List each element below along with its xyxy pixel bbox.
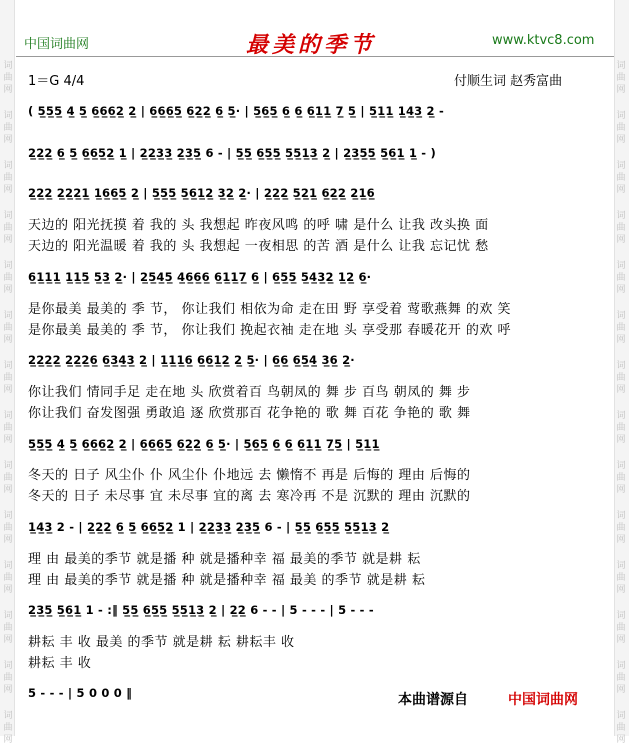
- watermark-glyph: 网: [3, 85, 13, 95]
- watermark-glyph: 曲: [616, 323, 626, 333]
- watermark-glyph: 词: [3, 711, 13, 721]
- watermark-glyph: 词: [3, 511, 13, 521]
- watermark-glyph: 词: [616, 261, 626, 271]
- watermark-glyph: 网: [3, 685, 13, 695]
- lyrics-row-2-verse-2: 是你最美 最美的 季 节， 你让我们 挽起衣袖 走在地 头 享受那 春暖花开 的欢 呼: [28, 323, 511, 338]
- watermark-glyph: 曲: [616, 723, 626, 733]
- watermark-glyph: 词: [616, 61, 626, 71]
- lyrics-row-6-verse-1: 耕耘 丰 收 最美 的季节 就是耕 耘 耕耘丰 收: [28, 635, 295, 650]
- intro-notes-row-2: 2̲2̲2̲ 6̲ 5̲ 6̲6̲5̲2̲ 1̲ | 2̲2̲3̲3̲ 2̲3̲5̲ 6 - | 5̲5̲ 6̲5̲5̲ 5̲5̲1̲3̲ 2̲ | 2̲3̲5̲5̲ 5̲6̲1̲ 1̲ - ): [28, 146, 436, 160]
- watermark-glyph: 网: [3, 585, 13, 595]
- watermark-glyph: 词: [616, 561, 626, 571]
- lyrics-row-4-verse-1: 冬天的 日子 风尘仆 仆 风尘仆 仆地远 去 懒惰不 再是 后悔的 理由 后悔的: [28, 468, 471, 483]
- watermark-glyph: 网: [616, 585, 626, 595]
- watermark-glyph: 网: [616, 535, 626, 545]
- watermark-glyph: 曲: [3, 323, 13, 333]
- watermark-glyph: 词: [616, 361, 626, 371]
- watermark-glyph: 曲: [3, 173, 13, 183]
- watermark-glyph: 曲: [616, 473, 626, 483]
- watermark-glyph: 网: [616, 285, 626, 295]
- key-signature: 1＝G 4/4: [28, 74, 85, 89]
- watermark-glyph: 网: [3, 235, 13, 245]
- watermark-glyph: 网: [616, 635, 626, 645]
- watermark-glyph: 曲: [616, 173, 626, 183]
- watermark-glyph: 网: [616, 735, 626, 745]
- watermark-glyph: 曲: [616, 73, 626, 83]
- notes-row-6: 2̲3̲5̲ 5̲6̲1̲ 1 - :‖ 5̲5̲ 6̲5̲5̲ 5̲5̲1̲3̲ 2̲ | 2̲2̲ 6 - - | 5 - - - | 5 - - -: [28, 603, 374, 617]
- watermark-glyph: 词: [3, 161, 13, 171]
- watermark-glyph: 词: [3, 311, 13, 321]
- lyrics-row-6-verse-2: 耕耘 丰 收: [28, 656, 92, 671]
- watermark-glyph: 曲: [616, 623, 626, 633]
- watermark-glyph: 词: [3, 61, 13, 71]
- watermark-glyph: 词: [616, 111, 626, 121]
- watermark-glyph: 曲: [616, 523, 626, 533]
- song-title: 最美的季节: [246, 32, 377, 58]
- site-url-right: www.ktvc8.com: [492, 33, 595, 48]
- watermark-glyph: 曲: [3, 623, 13, 633]
- watermark-glyph: 词: [3, 411, 13, 421]
- watermark-glyph: 网: [3, 135, 13, 145]
- watermark-glyph: 网: [616, 435, 626, 445]
- watermark-glyph: 曲: [3, 223, 13, 233]
- watermark-glyph: 词: [3, 561, 13, 571]
- watermark-glyph: 词: [616, 211, 626, 221]
- watermark-glyph: 词: [3, 661, 13, 671]
- watermark-glyph: 网: [3, 285, 13, 295]
- source-site-link[interactable]: 中国词曲网: [508, 692, 578, 708]
- lyrics-row-3-verse-1: 你让我们 情同手足 走在地 头 欣赏着百 鸟朝凤的 舞 步 百鸟 朝凤的 舞 步: [28, 385, 471, 400]
- watermark-glyph: 网: [3, 535, 13, 545]
- notes-row-3: 2̲2̲2̲2̲ 2̲2̲2̲6̲ 6̲3̲4̲3̲ 2̲ | 1̲1̲1̲6̲ 6̲6̲1̲2̲ 2̲ 5̲· | 6̲6̲ 6̲5̲4̲ 3̲6̲ 2̲·: [28, 353, 355, 367]
- watermark-glyph: 曲: [3, 723, 13, 733]
- watermark-glyph: 曲: [616, 573, 626, 583]
- lyrics-row-4-verse-2: 冬天的 日子 未尽事 宜 未尽事 宜的离 去 寒冷再 不是 沉默的 理由 沉默的: [28, 489, 471, 504]
- source-label: 本曲谱源自: [398, 692, 468, 708]
- site-logo-left: 中国词曲网: [24, 37, 90, 52]
- lyrics-row-2-verse-1: 是你最美 最美的 季 节， 你让我们 相依为命 走在田 野 享受着 莺歌燕舞 的欢 笑: [28, 302, 511, 317]
- watermark-glyph: 词: [616, 161, 626, 171]
- watermark-glyph: 网: [3, 385, 13, 395]
- watermark-glyph: 词: [3, 211, 13, 221]
- watermark-glyph: 词: [616, 411, 626, 421]
- watermark-glyph: 曲: [3, 73, 13, 83]
- watermark-glyph: 曲: [3, 123, 13, 133]
- watermark-glyph: 曲: [3, 273, 13, 283]
- watermark-glyph: 网: [3, 185, 13, 195]
- watermark-glyph: 曲: [616, 273, 626, 283]
- watermark-glyph: 词: [3, 361, 13, 371]
- watermark-glyph: 词: [3, 261, 13, 271]
- watermark-glyph: 词: [3, 111, 13, 121]
- composer-credits: 付顺生词 赵秀富曲: [454, 74, 563, 89]
- watermark-glyph: 曲: [616, 223, 626, 233]
- watermark-glyph: 曲: [3, 373, 13, 383]
- watermark-glyph: 网: [3, 335, 13, 345]
- watermark-glyph: 网: [616, 135, 626, 145]
- watermark-glyph: 曲: [616, 673, 626, 683]
- watermark-glyph: 曲: [3, 573, 13, 583]
- watermark-glyph: 曲: [616, 123, 626, 133]
- watermark-glyph: 词: [616, 511, 626, 521]
- watermark-glyph: 曲: [3, 473, 13, 483]
- watermark-glyph: 词: [3, 611, 13, 621]
- watermark-glyph: 网: [616, 385, 626, 395]
- watermark-glyph: 网: [616, 85, 626, 95]
- notes-row-1: 2̲2̲2̲ 2̲2̲2̲1̲ 1̲6̲6̲5̲ 2̲ | 5̲5̲5̲ 5̲6̲1̲2̲ 3̲2̲ 2̲· | 2̲2̲2̲ 5̲2̲1̲ 6̲2̲2̲ 2̲1̲6̲: [28, 186, 375, 200]
- lyrics-row-3-verse-2: 你让我们 奋发图强 勇敢追 逐 欣赏那百 花争艳的 歌 舞 百花 争艳的 歌 舞: [28, 406, 471, 421]
- watermark-glyph: 曲: [3, 673, 13, 683]
- watermark-glyph: 网: [616, 335, 626, 345]
- notes-row-2: 6̲1̲1̲1̲ 1̲1̲5̲ 5̲3̲ 2̲· | 2̲5̲4̲5̲ 4̲6̲6̲6̲ 6̲1̲1̲7̲ 6̲ | 6̲5̲5̲ 5̲4̲3̲2̲ 1̲2̲ 6̲·: [28, 270, 372, 284]
- watermark-glyph: 词: [616, 661, 626, 671]
- lyrics-row-1-verse-1: 天边的 阳光抚摸 着 我的 头 我想起 昨夜风鸣 的呼 啸 是什么 让我 改头换 面: [28, 218, 489, 233]
- watermark-glyph: 网: [3, 635, 13, 645]
- watermark-glyph: 曲: [616, 423, 626, 433]
- watermark-glyph: 词: [616, 611, 626, 621]
- watermark-glyph: 网: [616, 685, 626, 695]
- watermark-glyph: 网: [616, 235, 626, 245]
- watermark-glyph: 网: [3, 485, 13, 495]
- watermark-glyph: 曲: [3, 423, 13, 433]
- watermark-glyph: 网: [616, 485, 626, 495]
- watermark-glyph: 词: [3, 461, 13, 471]
- lyrics-row-5-verse-2: 理 由 最美的季节 就是播 种 就是播种幸 福 最美 的季节 就是耕 耘: [28, 573, 426, 588]
- watermark-glyph: 词: [616, 711, 626, 721]
- watermark-glyph: 曲: [616, 373, 626, 383]
- watermark-glyph: 曲: [3, 523, 13, 533]
- watermark-glyph: 网: [3, 435, 13, 445]
- watermark-glyph: 词: [616, 311, 626, 321]
- notes-row-7: 5 - - - | 5 0 0 0 ‖: [28, 686, 133, 700]
- notes-row-5: 1̲4̲3̲ 2 - | 2̲2̲2̲ 6̲ 5̲ 6̲6̲5̲2̲ 1 | 2̲2̲3̲3̲ 2̲3̲5̲ 6 - | 5̲5̲ 6̲5̲5̲ 5̲5̲1̲3̲ 2̲: [28, 520, 390, 534]
- watermark-glyph: 网: [616, 185, 626, 195]
- notes-row-4: 5̲5̲5̲ 4̲ 5̲ 6̲6̲6̲2̲ 2̲ | 6̲6̲6̲5̲ 6̲2̲2̲ 6̲ 5̲· | 5̲6̲5̲ 6̲ 6̲ 6̲1̲1̲ 7̲5̲ | 5̲1̲1̲: [28, 437, 380, 451]
- header-divider: [16, 56, 614, 57]
- intro-notes-row-1: ( 5̲5̲5̲ 4̲ 5̲ 6̲6̲6̲2̲ 2̲ | 6̲6̲6̲5̲ 6̲2̲2̲ 6̲ 5̲· | 5̲6̲5̲ 6̲ 6̲ 6̲1̲1̲ 7̲ 5̲ | 5̲1̲1̲ 1̲4̲3̲ 2̲ -: [28, 104, 444, 118]
- lyrics-row-5-verse-1: 理 由 最美的季节 就是播 种 就是播种幸 福 最美的季节 就是耕 耘: [28, 552, 421, 567]
- watermark-glyph: 词: [616, 461, 626, 471]
- watermark-glyph: 网: [3, 735, 13, 745]
- lyrics-row-1-verse-2: 天边的 阳光温暖 着 我的 头 我想起 一夜相思 的苦 酒 是什么 让我 忘记忧 愁: [28, 239, 489, 254]
